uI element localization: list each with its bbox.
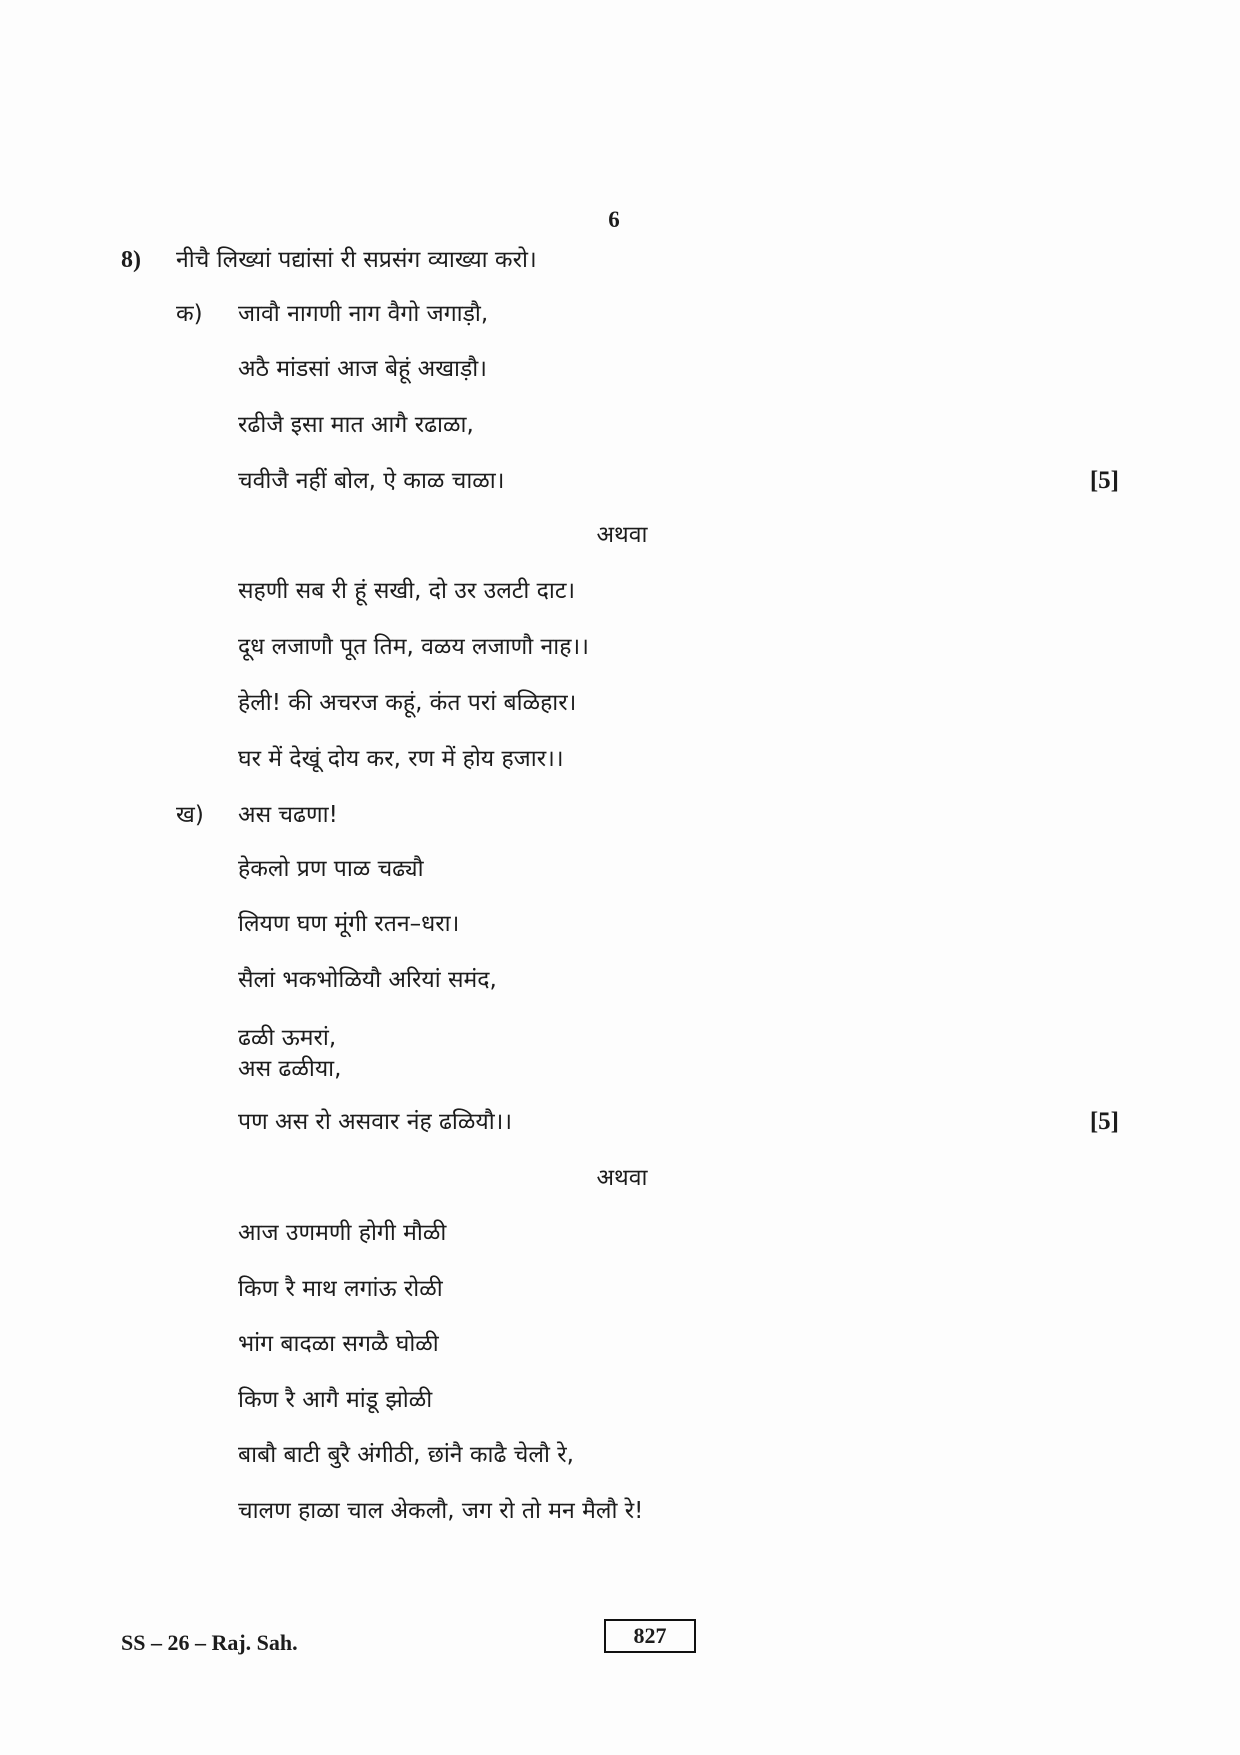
booklet-number: 827 [633, 1623, 667, 1648]
poem-line: अस चढणा! [238, 802, 338, 828]
marks-label: [5] [1089, 467, 1119, 494]
marks-label: [5] [1089, 1108, 1119, 1135]
poem-line: हेकलो प्रण पाळ चढ्यौ [238, 856, 424, 882]
poem-line: अठै मांडसां आज बेहूं अखाड़ौ। [238, 356, 487, 382]
question-number: 8) [121, 247, 141, 273]
or-separator: अथवा [596, 1165, 648, 1191]
poem-line: रढीजै इसा मात आगै रढाळा, [238, 412, 474, 438]
poem-line: हेली! की अचरज कहूं, कंत परां बळिहार। [238, 690, 577, 716]
paper-code: SS – 26 – Raj. Sah. [121, 1630, 298, 1655]
poem-line: अस ढळीया, [238, 1056, 342, 1082]
poem-line: लियण घण मूंगी रतन–धरा। [238, 911, 460, 937]
poem-line: भांग बादळा सगळै घोळी [238, 1331, 439, 1357]
poem-line: आज उणमणी होगी मौळी [238, 1220, 447, 1246]
part-label-kha: ख) [176, 802, 204, 828]
poem-line: चालण हाळा चाल अेकलौ, जग रो तो मन मैलौ रे! [238, 1498, 644, 1524]
poem-line: जावौ नागणी नाग वैगो जगाड़ौ, [238, 301, 489, 327]
poem-line: दूध लजाणौ पूत तिम, वळय लजाणौ नाह।। [238, 634, 589, 660]
poem-line: किण रै माथ लगांऊ रोळी [238, 1276, 443, 1302]
poem-line: किण रै आगै मांडू झोळी [238, 1387, 433, 1413]
booklet-number-box [604, 1619, 696, 1653]
poem-line: सैलां भकभोळियौ अरियां समंद, [238, 967, 497, 993]
poem-line: ढळी ऊमरां, [238, 1025, 337, 1051]
poem-line: बाबौ बाटी बुरै अंगीठी, छांनै काढै चेलौ रे, [238, 1442, 574, 1468]
poem-line: पण अस रो असवार नंह ढळियौ।। [238, 1109, 513, 1135]
page-number: 6 [608, 207, 620, 232]
poem-line: सहणी सब री हूं सखी, दो उर उलटी दाट। [238, 578, 576, 604]
poem-line: घर में देखूं दोय कर, रण में होय हजार।। [238, 746, 564, 772]
or-separator: अथवा [596, 522, 648, 548]
question-prompt: नीचै लिख्यां पद्यांसां री सप्रसंग व्याख्या करो। [176, 247, 537, 273]
poem-line: चवीजै नहीं बोल, ऐ काळ चाळा। [238, 468, 505, 494]
part-label-ka: क) [176, 301, 203, 327]
